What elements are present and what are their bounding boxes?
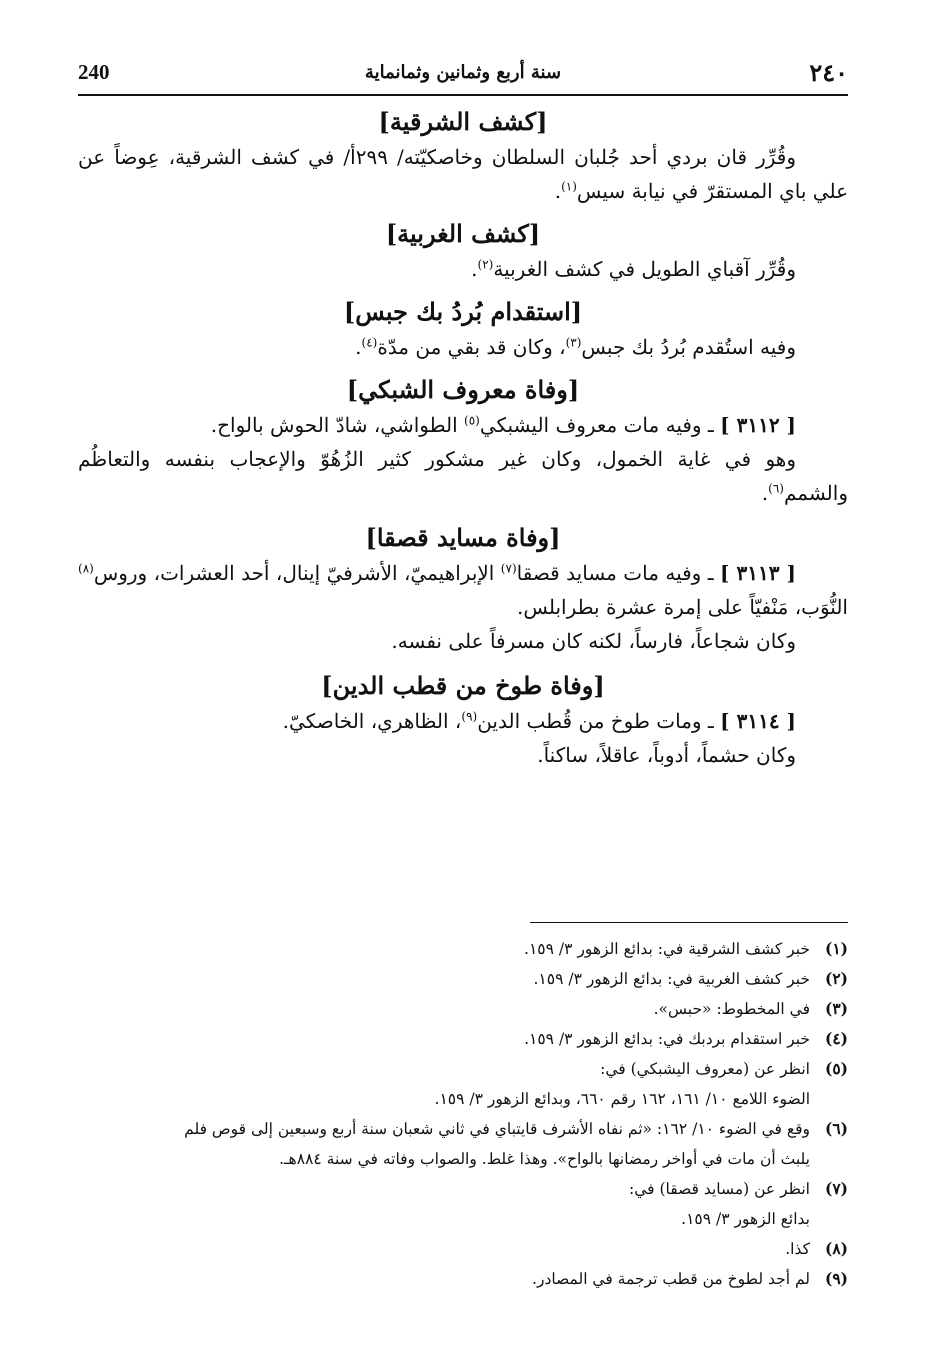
entry-number: [ ٣١١٤ ]	[720, 709, 796, 733]
paragraph-end: .	[391, 629, 398, 653]
footnote-number: (٨)	[824, 1239, 848, 1258]
footnote-line: بدائع الزهور ٣/ ١٥٩.	[681, 1210, 810, 1228]
book-page	[78, 0, 848, 1365]
section-heading: [استقدام بُردُ بك جبس]	[343, 297, 583, 326]
footnote-line: لم أجد لطوخ من قطب ترجمة في المصادر.	[532, 1270, 810, 1288]
footnote-body	[78, 1054, 810, 1114]
footnote-number: (٥)	[824, 1059, 848, 1078]
footnotes	[78, 934, 848, 1294]
paragraph-text: ـ ومات طوخ من قُطب الدين	[477, 709, 721, 733]
paragraph	[78, 704, 848, 738]
page-number-latin: 240	[78, 60, 110, 84]
footnote-body	[78, 964, 810, 994]
footnote	[78, 1024, 848, 1054]
paragraph	[78, 330, 848, 364]
paragraph-text: وكان شجاعاً، فارساً، لكنه كان مسرفاً على نفسه	[397, 629, 796, 653]
footnote-line: الضوء اللامع ١٠/ ١٦١، ١٦٢ رقم ٦٦٠، وبدائع الزهور ٣/ ١٥٩.	[434, 1090, 810, 1108]
running-title: سنة أربع وثمانين وثمانماية	[364, 62, 562, 83]
paragraph	[78, 408, 848, 442]
paragraph	[78, 556, 848, 624]
section-heading: [كشف الغربية]	[385, 219, 541, 248]
paragraph-end: .	[282, 709, 289, 733]
running-header	[78, 58, 848, 96]
section-death-masayid	[78, 520, 848, 658]
paragraph	[78, 140, 848, 208]
footnote-line: كذا.	[785, 1240, 810, 1258]
section-bardbak-summons	[78, 294, 848, 364]
paragraph-end: .	[210, 413, 218, 437]
section-heading: [وفاة مسايد قصقا]	[365, 523, 561, 552]
paragraph-text: ـ وفيه مات مسايد قصقا	[516, 561, 721, 585]
entry-number: [ ٣١١٢ ]	[720, 413, 796, 437]
footnote-number: (٧)	[824, 1179, 848, 1198]
paragraph-end: .	[471, 257, 478, 281]
paragraph	[78, 624, 848, 658]
footnote-line: انظر عن (معروف اليشبكي) في:	[600, 1060, 810, 1078]
footnote-ref: (٩)	[461, 709, 478, 724]
footnote	[78, 1054, 848, 1114]
footnote-divider	[530, 922, 848, 923]
footnote-ref: (٦)	[768, 481, 784, 496]
paragraph-text: النُّوَب، مَنْفيّاً على إمرة عشرة بطرابلس	[523, 595, 848, 619]
section-eastern-kashf	[78, 104, 848, 208]
footnote	[78, 964, 848, 994]
section-western-kashf	[78, 216, 848, 286]
paragraph-end: .	[554, 179, 562, 203]
footnote-body	[78, 1264, 810, 1294]
footnote-line: خبر كشف الشرقية في: بدائع الزهور ٣/ ١٥٩.	[524, 940, 810, 958]
paragraph-text: وهو في غاية الخمول، وكان غير مشكور كثير الزُهُوّ والإعجاب بنفسه والتعاظُم والشمم	[78, 447, 848, 505]
paragraph-text: الإبراهيميّ، الأشرفيّ إينال، أحد العشرات، وروس	[93, 561, 501, 585]
section-heading: [وفاة طوخ من قطب الدين]	[321, 671, 605, 700]
footnote-line: في المخطوط: «حبس».	[653, 1000, 810, 1018]
section-death-tukh	[78, 668, 848, 772]
footnote-ref: (٨)	[78, 561, 94, 576]
footnote-number: (٦)	[824, 1119, 848, 1138]
footnote-body	[78, 1234, 810, 1264]
paragraph-end: .	[517, 595, 524, 619]
footnote	[78, 1114, 848, 1174]
footnote	[78, 1174, 848, 1234]
footnote-ref: (٤)	[361, 335, 378, 350]
footnote	[78, 994, 848, 1024]
footnote-ref: (١)	[561, 179, 577, 194]
entry-number: [ ٣١١٣ ]	[720, 561, 796, 585]
section-heading: [كشف الشرقية]	[378, 107, 548, 136]
paragraph	[78, 442, 848, 510]
footnote-line: خبر استقدام بردبك في: بدائع الزهور ٣/ ١٥٩.	[524, 1030, 810, 1048]
paragraph-text: ، وكان قد بقي من مدّة	[377, 335, 566, 359]
footnote-line: خبر كشف الغربية في: بدائع الزهور ٣/ ١٥٩.	[533, 970, 810, 988]
footnote-ref: (٢)	[477, 257, 494, 272]
footnote-number: (٢)	[824, 969, 848, 988]
paragraph-end: .	[537, 743, 544, 767]
paragraph	[78, 252, 848, 286]
footnote-number: (٩)	[824, 1269, 848, 1288]
footnote-body	[78, 1024, 810, 1054]
section-death-maruf	[78, 372, 848, 510]
footnote-ref: (٣)	[565, 335, 582, 350]
paragraph-text: وكان حشماً، أدوباً، عاقلاً، ساكناً	[543, 743, 796, 767]
paragraph-text: ، الظاهري، الخاصكيّ	[289, 709, 462, 733]
paragraph-text: ـ وفيه مات معروف اليشبكي	[479, 413, 721, 437]
footnote	[78, 934, 848, 964]
paragraph	[78, 738, 848, 772]
paragraph-text: وقُرِّر آقباي الطويل في كشف الغربية	[493, 257, 796, 281]
page-number-arabic: ٢٤٠	[809, 58, 848, 87]
paragraph-end: .	[355, 335, 362, 359]
footnote-body	[78, 1114, 810, 1174]
footnote-body	[78, 934, 810, 964]
footnote-number: (٤)	[824, 1029, 848, 1048]
footnote-line: وقع في الضوء ١٠/ ١٦٢: «ثم نفاه الأشرف قايتباي في ثاني شعبان سنة أربع وسبعين إلى قوص فلم	[184, 1120, 810, 1138]
paragraph-text: وفيه استُقدم بُردُ بك جبس	[581, 335, 796, 359]
paragraph-text: وقُرِّر قان بردي أحد جُلبان السلطان وخاصكيّته/ ٢٩٩أ/ في كشف الشرقية، عِوضاً عن علي باي المستقرّ في نيابة سيس	[78, 145, 848, 203]
footnote	[78, 1234, 848, 1264]
footnote-line: يلبث أن مات في أواخر رمضانها بالواح». وهذا غلط. والصواب وفاته في سنة ٨٨٤هـ.	[279, 1150, 810, 1168]
footnote	[78, 1264, 848, 1294]
footnote-number: (١)	[824, 939, 848, 958]
footnote-ref: (٥)	[464, 413, 480, 428]
footnote-body	[78, 1174, 810, 1234]
section-heading: [وفاة معروف الشبكي]	[346, 375, 580, 404]
footnote-ref: (٧)	[500, 561, 517, 576]
footnote-number: (٣)	[824, 999, 848, 1018]
footnote-body	[78, 994, 810, 1024]
footnote-line: انظر عن (مسايد قصقا) في:	[628, 1180, 810, 1198]
main-text	[78, 104, 848, 780]
paragraph-end: .	[761, 481, 769, 505]
paragraph-text: الطواشي، شادّ الحوش بالواح	[217, 413, 464, 437]
